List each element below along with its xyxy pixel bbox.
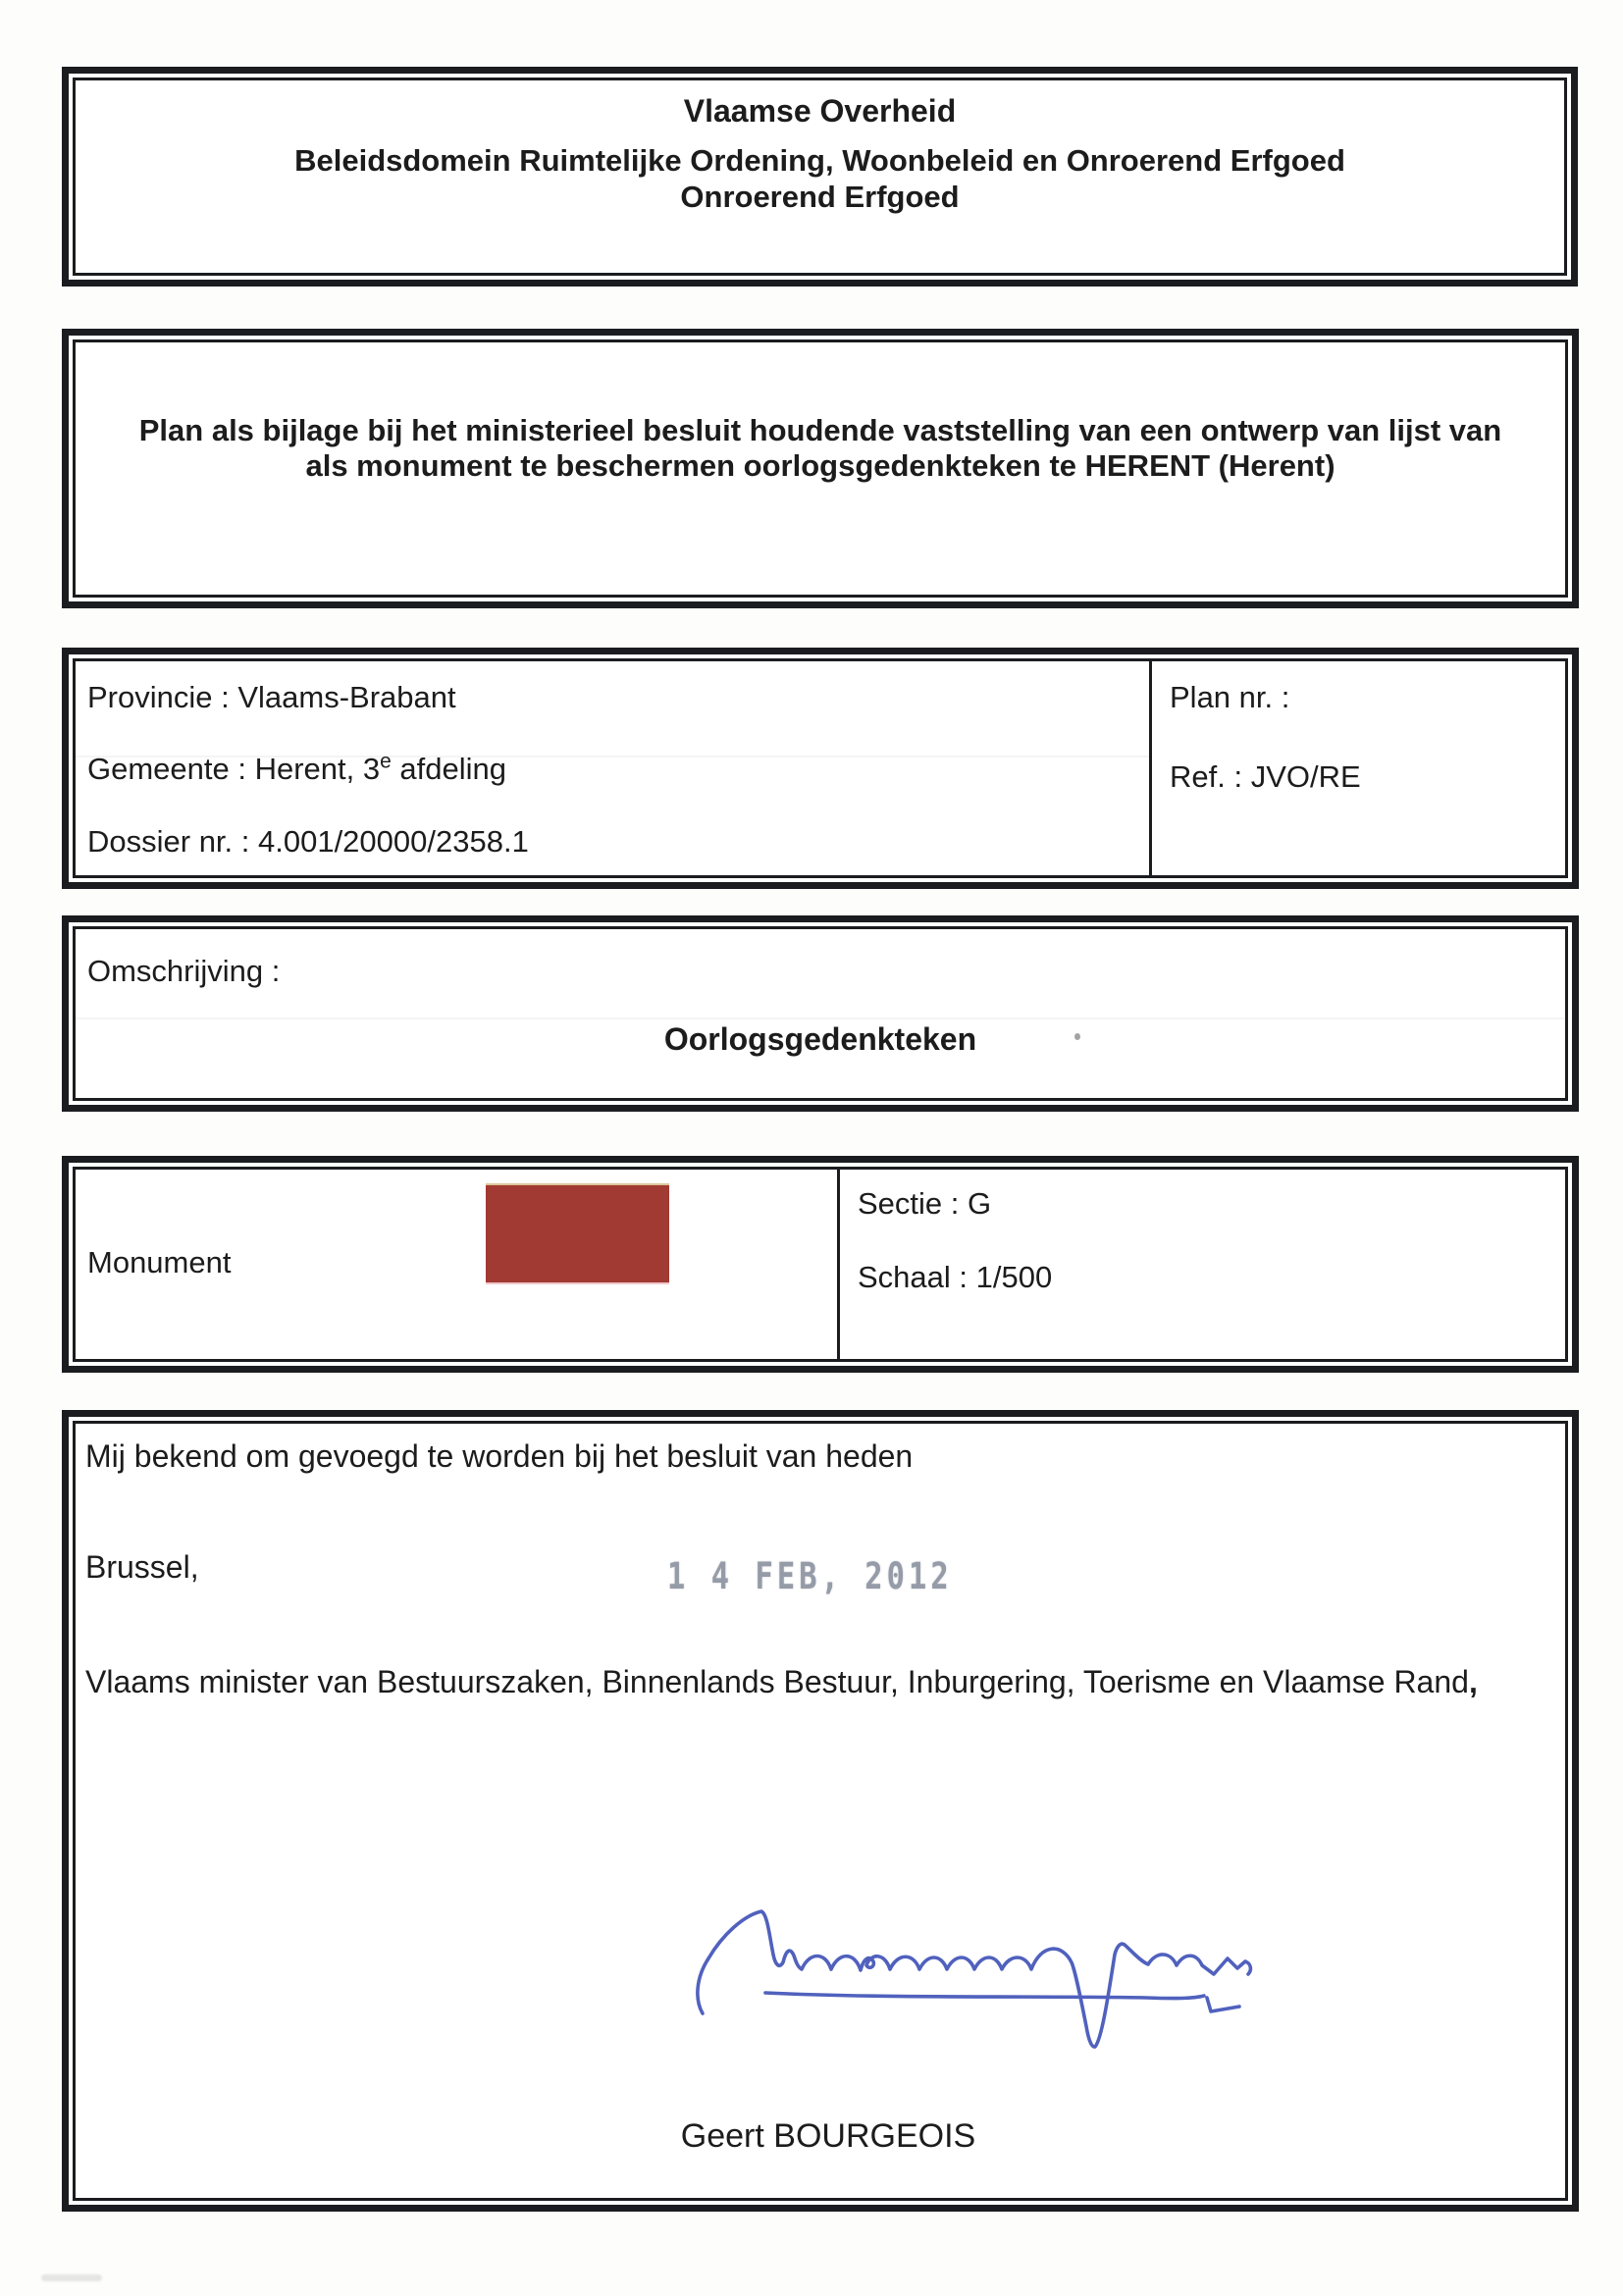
title-box bbox=[62, 329, 1579, 608]
signature-scribble bbox=[698, 1911, 1250, 2047]
city-line: Brussel, bbox=[85, 1549, 199, 1585]
legend-box bbox=[62, 1156, 1579, 1373]
title-box-inner bbox=[73, 339, 1568, 598]
legend-box-inner bbox=[73, 1167, 1568, 1362]
details-right-cell bbox=[1149, 661, 1565, 875]
municipality-superscript: e bbox=[380, 750, 392, 773]
sectie-line: Sectie : G bbox=[858, 1186, 992, 1221]
minister-bold-comma: , bbox=[1468, 1664, 1478, 1699]
province-line: Provincie : Vlaams-Brabant bbox=[87, 680, 456, 714]
agency-name: Onroerend Erfgoed bbox=[680, 180, 960, 214]
plan-title bbox=[76, 413, 1565, 484]
legend-left-cell bbox=[76, 1170, 837, 1359]
letterhead-box bbox=[62, 67, 1578, 287]
description-value: Oorlogsgedenkteken bbox=[663, 1021, 977, 1057]
statement-line: Mij bekend om gevoegd te worden bij het besluit van heden bbox=[85, 1438, 914, 1474]
description-label: Omschrijving : bbox=[87, 954, 281, 988]
ref-line: Ref. : JVO/RE bbox=[1170, 759, 1361, 794]
plan-nr-line: Plan nr. : bbox=[1170, 680, 1290, 714]
municipality-line: Gemeente : Herent, 3e afdeling bbox=[87, 750, 507, 786]
description-box-inner bbox=[73, 926, 1568, 1101]
signature-underline bbox=[765, 1993, 1204, 1999]
monument-color-swatch bbox=[486, 1185, 669, 1282]
letterhead-text bbox=[76, 93, 1564, 215]
legend-item-label: Monument bbox=[87, 1245, 232, 1279]
signature-end-mark bbox=[1207, 1998, 1239, 2011]
minister-line: Vlaams minister van Bestuurszaken, Binnenlands Bestuur, Inburgering, Toerisme en Vlaamse Rand, bbox=[85, 1664, 1478, 1699]
letterhead-box-inner bbox=[73, 78, 1567, 276]
signature bbox=[687, 1904, 1276, 2061]
plan-title-line-2: als monument te beschermen oorlogsgedenkteken te HERENT (Herent) bbox=[305, 448, 1335, 483]
details-left-cell bbox=[76, 661, 1149, 875]
statement-box-inner bbox=[73, 1421, 1568, 2201]
dossier-line: Dossier nr. : 4.001/20000/2358.1 bbox=[87, 824, 529, 859]
details-box-inner bbox=[73, 658, 1568, 878]
details-box bbox=[62, 648, 1579, 889]
date-stamp: 1 4 FEB, 2012 bbox=[667, 1555, 953, 1597]
signer-name: Geert BOURGEOIS bbox=[680, 2117, 976, 2155]
statement-box bbox=[62, 1410, 1579, 2212]
scan-smudge bbox=[41, 2274, 102, 2281]
description-box bbox=[62, 915, 1579, 1112]
plan-title-line-1: Plan als bijlage bij het ministerieel besluit houdende vaststelling van een ontwerp van lijst van bbox=[138, 413, 1502, 447]
ink-speck bbox=[1074, 1033, 1080, 1040]
org-name: Vlaamse Overheid bbox=[683, 93, 957, 129]
legend-right-cell bbox=[837, 1170, 1565, 1359]
schaal-line: Schaal : 1/500 bbox=[858, 1260, 1053, 1294]
policy-domain: Beleidsdomein Ruimtelijke Ordening, Woonbeleid en Onroerend Erfgoed bbox=[294, 143, 1345, 178]
